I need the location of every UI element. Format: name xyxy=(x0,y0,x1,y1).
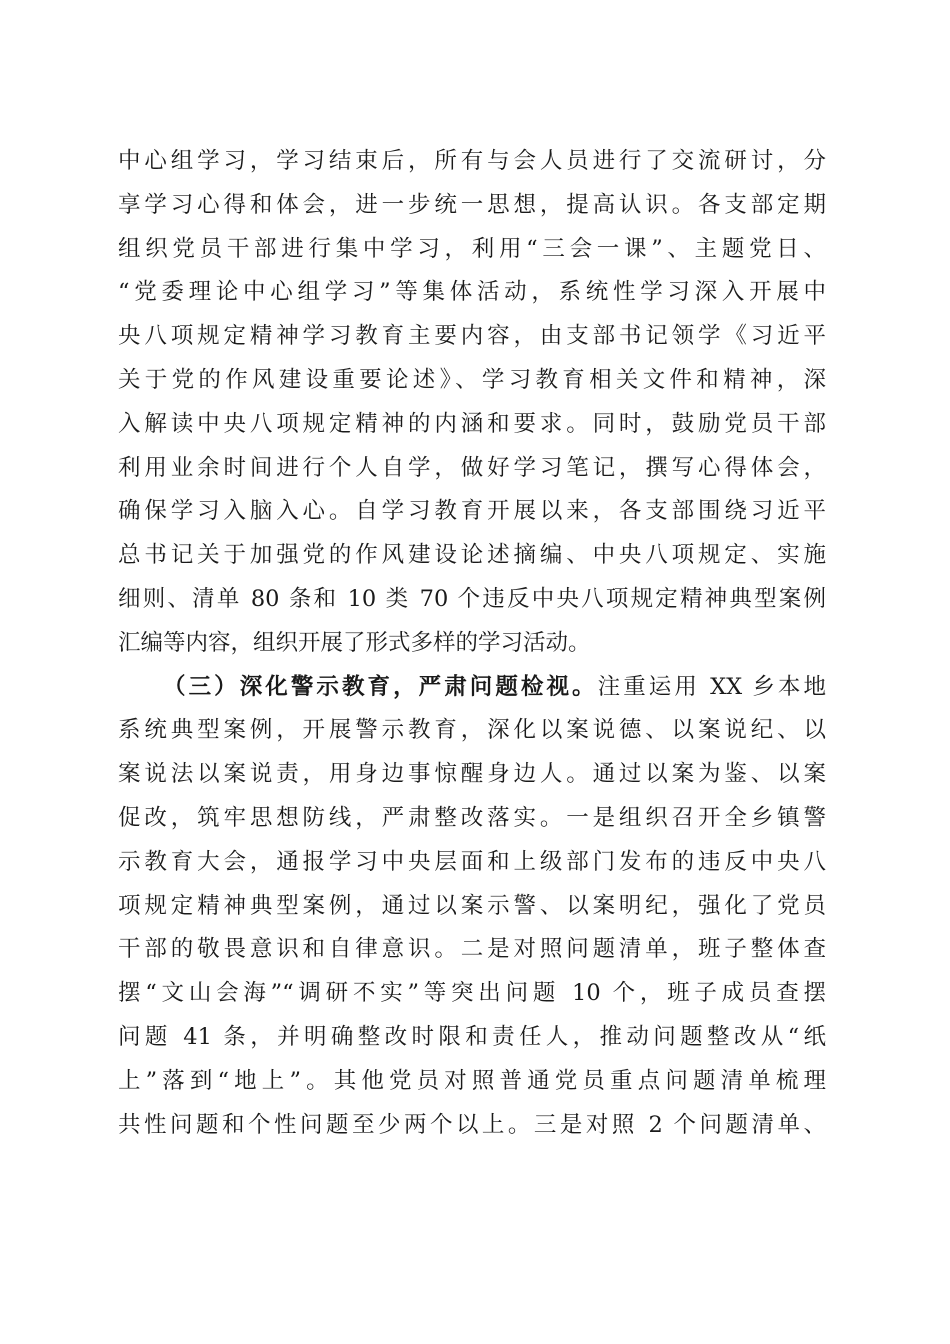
text-line: 细则、清单 80 条和 10 类 70 个违反中央八项规定精神典型案例 xyxy=(118,585,826,612)
text-line xyxy=(118,666,826,710)
text-line: 确保学习入脑入心。自学习教育开展以来，各支部围绕习近平 xyxy=(118,498,826,525)
text-line: 组织党员干部进行集中学习，利用“三会一课”、主题党日、 xyxy=(118,235,826,262)
text-line: 问题 41 条，并明确整改时限和责任人，推动问题整改从“纸 xyxy=(118,1023,826,1050)
text-line: 入解读中央八项规定精神的内涵和要求。同时，鼓励党员干部 xyxy=(118,410,826,437)
text-line: 摆“文山会海”“调研不实”等突出问题 10 个，班子成员查摆 xyxy=(118,980,826,1007)
text-line: 上”落到“地上”。其他党员对照普通党员重点问题清单梳理 xyxy=(118,1067,826,1094)
text-line: 享学习心得和体会，进一步统一思想，提高认识。各支部定期 xyxy=(118,191,826,218)
text-line: 中心组学习，学习结束后，所有与会人员进行了交流研讨，分 xyxy=(118,148,826,174)
text-line: 系统典型案例，开展警示教育，深化以案说德、以案说纪、以 xyxy=(118,717,826,744)
section-heading-rest: 注重运用 XX 乡本地 xyxy=(597,673,826,700)
paragraph-2 xyxy=(118,666,826,1148)
text-line: 促改，筑牢思想防线，严肃整改落实。一是组织召开全乡镇警 xyxy=(118,804,826,831)
text-line: 汇编等内容，组织开展了形式多样的学习活动。 xyxy=(118,629,591,656)
text-line: 总书记关于加强党的作风建设论述摘编、中央八项规定、实施 xyxy=(118,542,826,569)
text-line: 项规定精神典型案例，通过以案示警、以案明纪，强化了党员 xyxy=(118,892,826,919)
text-line: “党委理论中心组学习”等集体活动，系统性学习深入开展中 xyxy=(118,279,826,306)
text-line: 共性问题和个性问题至少两个以上。三是对照 2 个问题清单、 xyxy=(118,1111,826,1138)
text-line: 案说法以案说责，用身边事惊醒身边人。通过以案为鉴、以案 xyxy=(118,761,826,788)
text-line: 利用业余时间进行个人自学，做好学习笔记，撰写心得体会， xyxy=(118,454,826,481)
text-line: 干部的敬畏意识和自律意识。二是对照问题清单，班子整体查 xyxy=(118,936,826,963)
text-line: 关于党的作风建设重要论述》、学习教育相关文件和精神，深 xyxy=(118,366,826,393)
paragraph-1 xyxy=(118,140,826,666)
section-heading: （三）深化警示教育，严肃问题检视。 xyxy=(163,673,598,700)
document-body xyxy=(118,140,826,1147)
text-line: 央八项规定精神学习教育主要内容，由支部书记领学《习近平 xyxy=(118,323,826,350)
text-line: 示教育大会，通报学习中央层面和上级部门发布的违反中央八 xyxy=(118,848,826,875)
